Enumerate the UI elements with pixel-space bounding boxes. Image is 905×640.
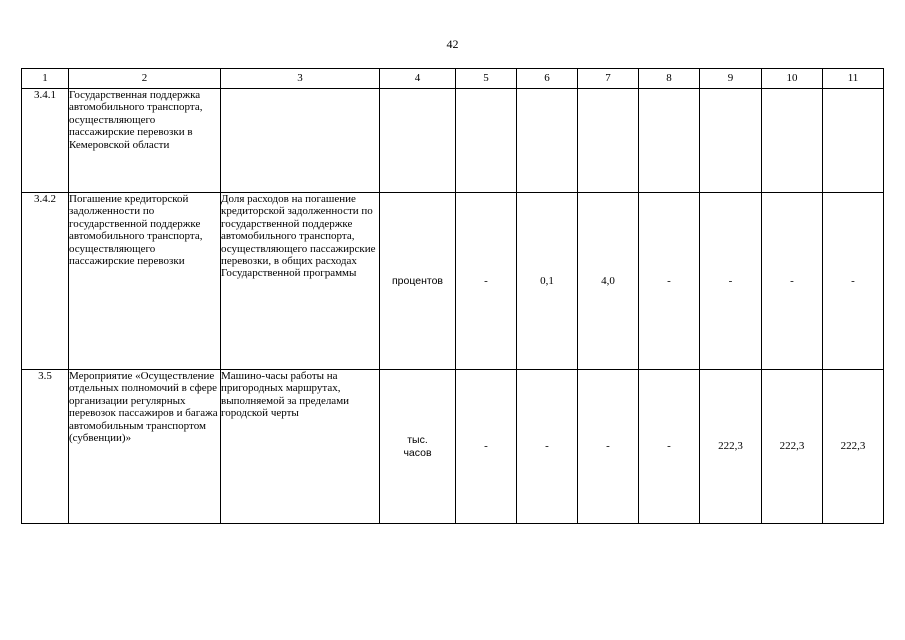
activity-name: Мероприятие «Осуществление отдельных полномочий в сфере организации регулярных перевозок пассажиров и багажа автомобильным транспортом (субвенции)»: [69, 370, 221, 524]
indicator-name: [221, 89, 380, 193]
page-number: 42: [446, 37, 459, 51]
table-row: [22, 193, 884, 370]
value-cell: [456, 89, 517, 193]
row-number: 3.5: [22, 370, 69, 524]
column-header: 5: [456, 69, 517, 89]
column-header: 11: [823, 69, 884, 89]
activity-name: Государственная поддержка автомобильного транспорта, осуществляющего пассажирские перевозки в Кемеровской области: [69, 89, 221, 193]
data-table: [21, 68, 884, 524]
table-row: [22, 89, 884, 193]
value-cell: 0,1: [517, 193, 578, 370]
value-cell: 222,3: [762, 370, 823, 524]
indicator-name: Машино-часы работы на пригородных маршрутах, выполняемой за пределами городской черты: [221, 370, 380, 524]
value-cell: -: [823, 193, 884, 370]
column-header: 6: [517, 69, 578, 89]
value-cell: -: [639, 370, 700, 524]
column-header: 10: [762, 69, 823, 89]
value-cell: -: [517, 370, 578, 524]
value-cell: [639, 89, 700, 193]
value-cell: -: [639, 193, 700, 370]
value-cell: [700, 89, 762, 193]
value-cell: -: [578, 370, 639, 524]
unit-line: тыс.: [407, 434, 428, 447]
column-header: 8: [639, 69, 700, 89]
indicator-name: Доля расходов на погашение кредиторской задолженности по государственной поддержке автомобильного транспорта, осуществляющего пассажирские перевозки, в общих расходах Государственной программы: [221, 193, 380, 370]
value-cell: 222,3: [700, 370, 762, 524]
column-header: 1: [22, 69, 69, 89]
column-header: 2: [69, 69, 221, 89]
value-cell: 4,0: [578, 193, 639, 370]
unit-cell: [380, 370, 456, 524]
value-cell: [578, 89, 639, 193]
activity-name: Погашение кредиторской задолженности по государственной поддержке автомобильного транспорта, осуществляющего пассажирские перевозки: [69, 193, 221, 370]
value-cell: [823, 89, 884, 193]
column-header: 4: [380, 69, 456, 89]
value-cell: [517, 89, 578, 193]
table-row: [22, 370, 884, 524]
value-cell: -: [700, 193, 762, 370]
row-number: 3.4.1: [22, 89, 69, 193]
value-cell: -: [456, 193, 517, 370]
column-header: 3: [221, 69, 380, 89]
unit-line: часов: [403, 446, 432, 459]
value-cell: -: [456, 370, 517, 524]
column-header: 7: [578, 69, 639, 89]
row-number: 3.4.2: [22, 193, 69, 370]
column-header: 9: [700, 69, 762, 89]
table-header-row: [22, 69, 884, 89]
unit-cell: процентов: [380, 193, 456, 370]
value-cell: -: [762, 193, 823, 370]
value-cell: [762, 89, 823, 193]
value-cell: 222,3: [823, 370, 884, 524]
unit-cell: [380, 89, 456, 193]
